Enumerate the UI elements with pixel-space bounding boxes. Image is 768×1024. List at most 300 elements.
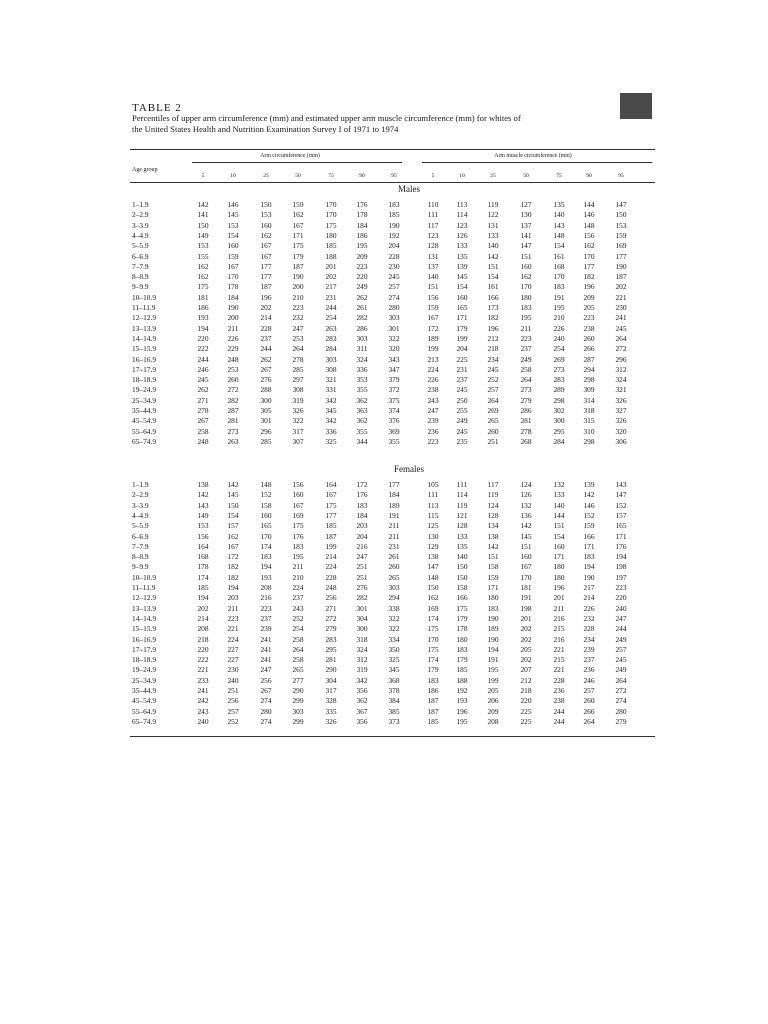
muscle-circumference-cell: 196 (553, 583, 565, 592)
muscle-circumference-cell: 195 (520, 313, 532, 323)
muscle-circumference-cell: 123 (456, 220, 468, 230)
arm-circumference-cell: 257 (388, 282, 400, 292)
arm-circumference-cell: 274 (260, 716, 272, 726)
arm-percentile-header: 90 (359, 173, 365, 179)
muscle-circumference-cell: 174 (427, 655, 439, 665)
arm-circumference-cell: 317 (325, 686, 337, 695)
arm-circumference-cell: 265 (292, 665, 304, 675)
arm-circumference-cell: 162 (227, 531, 239, 541)
arm-circumference-cell: 231 (388, 541, 400, 551)
arm-circumference-cell: 214 (260, 313, 272, 323)
table-row (130, 200, 655, 209)
muscle-circumference-cell: 147 (615, 490, 627, 500)
arm-circumference-cell: 305 (260, 406, 272, 415)
arm-circumference-cell: 226 (227, 333, 239, 343)
arm-circumference-cell: 211 (388, 521, 400, 531)
arm-circumference-cell: 282 (227, 395, 239, 405)
muscle-circumference-cell: 143 (615, 480, 627, 489)
table-row (130, 282, 655, 291)
arm-circumference-cell: 280 (388, 303, 400, 312)
arm-circumference-cell: 209 (356, 251, 368, 261)
arm-circumference-cell: 227 (227, 644, 239, 654)
arm-circumference-cell: 149 (197, 510, 209, 520)
muscle-circumference-cell: 205 (583, 303, 595, 312)
arm-circumference-cell: 169 (292, 510, 304, 520)
arm-circumference-cell: 263 (325, 323, 337, 333)
muscle-circumference-cell: 196 (583, 282, 595, 292)
muscle-circumference-cell: 231 (456, 364, 468, 374)
age-group-cell: 17–17.9 (132, 644, 157, 654)
arm-circumference-cell: 303 (356, 333, 368, 343)
muscle-circumference-cell: 220 (520, 696, 532, 706)
muscle-circumference-cell: 221 (553, 644, 565, 654)
table-row (130, 593, 655, 602)
arm-circumference-cell: 160 (227, 241, 239, 251)
muscle-circumference-cell: 257 (583, 686, 595, 695)
muscle-circumference-cell: 170 (583, 251, 595, 261)
muscle-circumference-cell: 151 (427, 282, 439, 292)
arm-circumference-cell: 145 (227, 490, 239, 500)
arm-circumference-cell: 160 (292, 490, 304, 500)
arm-circumference-cell: 145 (227, 210, 239, 220)
muscle-circumference-cell: 243 (427, 395, 439, 405)
muscle-circumference-cell: 190 (487, 634, 499, 644)
females-title: Females (394, 464, 424, 474)
muscle-circumference-cell: 315 (583, 416, 595, 426)
arm-circumference-cell: 248 (197, 436, 209, 446)
arm-circumference-cell: 200 (292, 282, 304, 292)
muscle-circumference-cell: 180 (456, 634, 468, 644)
muscle-circumference-cell: 171 (615, 531, 627, 541)
muscle-circumference-cell: 247 (427, 406, 439, 415)
arm-circumference-cell: 175 (292, 241, 304, 251)
arm-circumference-cell: 233 (197, 675, 209, 685)
muscle-circumference-cell: 154 (553, 241, 565, 251)
arm-circumference-cell: 211 (227, 323, 239, 333)
arm-circumference-cell: 156 (292, 480, 304, 489)
arm-circumference-cell: 304 (356, 613, 368, 623)
muscle-circumference-cell: 280 (615, 706, 627, 716)
age-group-cell: 65–74.9 (132, 716, 157, 726)
arm-circumference-cell: 177 (260, 272, 272, 282)
age-group-cell: 4–4.9 (132, 230, 149, 240)
muscle-circumference-cell: 130 (427, 531, 439, 541)
muscle-circumference-cell: 247 (615, 613, 627, 623)
muscle-circumference-cell: 144 (583, 200, 595, 209)
arm-circumference-cell: 230 (388, 261, 400, 271)
arm-circumference-cell: 200 (227, 313, 239, 323)
muscle-circumference-cell: 202 (520, 634, 532, 644)
muscle-circumference-cell: 235 (456, 436, 468, 446)
muscle-circumference-cell: 206 (487, 696, 499, 706)
muscle-circumference-cell: 228 (553, 675, 565, 685)
arm-circumference-cell: 203 (356, 521, 368, 531)
muscle-circumference-cell: 128 (456, 521, 468, 531)
arm-circumference-cell: 262 (197, 385, 209, 395)
arm-circumference-cell: 355 (356, 426, 368, 436)
muscle-circumference-cell: 123 (427, 230, 439, 240)
muscle-circumference-cell: 146 (583, 500, 595, 510)
muscle-circumference-cell: 151 (520, 541, 532, 551)
table-row (130, 552, 655, 561)
muscle-circumference-cell: 273 (520, 385, 532, 395)
arm-circumference-cell: 221 (227, 624, 239, 634)
arm-circumference-cell: 202 (325, 272, 337, 282)
arm-circumference-cell: 193 (260, 572, 272, 582)
arm-circumference-cell: 244 (325, 303, 337, 312)
arm-circumference-cell: 264 (292, 344, 304, 354)
arm-circumference-cell: 324 (356, 644, 368, 654)
arm-circumference-cell: 202 (260, 303, 272, 312)
table-row (130, 583, 655, 592)
arm-circumference-cell: 141 (197, 210, 209, 220)
arm-circumference-cell: 285 (260, 436, 272, 446)
arm-circumference-cell: 372 (388, 385, 400, 395)
muscle-circumference-cell: 210 (553, 313, 565, 323)
arm-circumference-cell: 247 (356, 552, 368, 562)
arm-circumference-cell: 168 (197, 552, 209, 562)
age-group-cell: 17–17.9 (132, 364, 157, 374)
age-group-header: Age group (132, 167, 158, 173)
muscle-circumference-cell: 147 (520, 241, 532, 251)
arm-circumference-cell: 153 (197, 521, 209, 531)
muscle-circumference-cell: 244 (553, 716, 565, 726)
arm-circumference-cell: 170 (227, 272, 239, 282)
arm-circumference-cell: 231 (325, 292, 337, 302)
muscle-circumference-cell: 213 (427, 354, 439, 364)
muscle-circumference-cell: 154 (456, 282, 468, 292)
muscle-circumference-cell: 223 (615, 583, 627, 592)
arm-circumference-cell: 317 (292, 426, 304, 436)
arm-circumference-cell: 222 (197, 344, 209, 354)
muscle-circumference-cell: 162 (583, 241, 595, 251)
muscle-circumference-cell: 215 (553, 655, 565, 665)
arm-circumference-cell: 156 (197, 531, 209, 541)
arm-circumference-cell: 191 (388, 510, 400, 520)
muscle-circumference-cell: 237 (520, 344, 532, 354)
arm-circumference-cell: 369 (388, 426, 400, 436)
arm-percentile-header: 25 (263, 173, 269, 179)
arm-circumference-cell: 162 (197, 272, 209, 282)
arm-circumference-cell: 150 (197, 220, 209, 230)
arm-circumference-cell: 299 (292, 696, 304, 706)
muscle-circumference-cell: 234 (583, 634, 595, 644)
arm-circumference-cell: 290 (325, 665, 337, 675)
arm-circumference-cell: 228 (388, 251, 400, 261)
muscle-circumference-cell: 140 (456, 552, 468, 562)
table-row (130, 375, 655, 384)
arm-circumference-cell: 208 (197, 624, 209, 634)
muscle-circumference-cell: 279 (520, 395, 532, 405)
arm-circumference-cell: 322 (388, 333, 400, 343)
muscle-circumference-cell: 124 (520, 480, 532, 489)
muscle-circumference-cell: 226 (553, 323, 565, 333)
muscle-circumference-cell: 182 (487, 313, 499, 323)
muscle-circumference-cell: 205 (520, 644, 532, 654)
arm-circumference-cell: 214 (325, 552, 337, 562)
age-group-cell: 11–11.9 (132, 303, 156, 312)
age-group-cell: 16–16.9 (132, 354, 157, 364)
arm-circumference-cell: 261 (356, 303, 368, 312)
arm-circumference-cell: 299 (292, 716, 304, 726)
table-row (130, 645, 655, 654)
arm-circumference-cell: 322 (388, 613, 400, 623)
arm-circumference-cell: 267 (260, 364, 272, 374)
muscle-circumference-cell: 189 (427, 333, 439, 343)
muscle-circumference-cell: 269 (487, 406, 499, 415)
muscle-circumference-cell: 110 (427, 200, 439, 209)
muscle-circumference-cell: 264 (487, 395, 499, 405)
table-row (130, 293, 655, 302)
arm-circumference-cell: 190 (292, 272, 304, 282)
muscle-circumference-cell: 150 (427, 583, 439, 592)
arm-circumference-cell: 251 (227, 686, 239, 695)
arm-circumference-cell: 211 (388, 531, 400, 541)
muscle-circumference-cell: 126 (520, 490, 532, 500)
arm-circumference-cell: 258 (292, 634, 304, 644)
arm-circumference-cell: 155 (197, 251, 209, 261)
table-row (130, 521, 655, 530)
muscle-circumference-cell: 251 (487, 436, 499, 446)
arm-percentile-header: 95 (391, 173, 397, 179)
age-group-cell: 2–2.9 (132, 490, 149, 500)
muscle-circumference-cell: 130 (520, 210, 532, 220)
table-row (130, 624, 655, 633)
arm-circumference-cell: 142 (227, 480, 239, 489)
arm-circumference-cell: 194 (227, 583, 239, 592)
age-group-cell: 18–18.9 (132, 375, 157, 385)
arm-circumference-cell: 308 (325, 364, 337, 374)
muscle-circumference-cell: 199 (456, 333, 468, 343)
muscle-circumference-cell: 157 (615, 510, 627, 520)
muscle-circumference-cell: 255 (456, 406, 468, 415)
age-group-cell: 5–5.9 (132, 521, 149, 531)
males-title: Males (398, 184, 420, 194)
age-group-cell: 7–7.9 (132, 261, 149, 271)
arm-circumference-cell: 342 (325, 395, 337, 405)
muscle-circumference-cell: 257 (487, 385, 499, 395)
arm-circumference-cell: 180 (325, 230, 337, 240)
muscle-circumference-cell: 175 (427, 624, 439, 634)
arm-circumference-cell: 164 (325, 480, 337, 489)
muscle-circumference-cell: 139 (456, 261, 468, 271)
muscle-circumference-cell: 171 (583, 541, 595, 551)
muscle-circumference-cell: 117 (427, 220, 439, 230)
arm-circumference-cell: 195 (356, 241, 368, 251)
muscle-circumference-cell: 124 (487, 500, 499, 510)
muscle-circumference-cell: 212 (487, 333, 499, 343)
muscle-circumference-cell: 140 (427, 272, 439, 282)
muscle-percentile-header: 10 (459, 173, 465, 179)
arm-circumference-cell: 181 (197, 292, 209, 302)
arm-circumference-cell: 188 (325, 251, 337, 261)
muscle-circumference-cell: 171 (553, 552, 565, 562)
arm-circumference-cell: 367 (356, 706, 368, 716)
age-group-cell: 15–15.9 (132, 624, 157, 634)
muscle-circumference-cell: 156 (427, 292, 439, 302)
muscle-circumference-cell: 150 (456, 572, 468, 582)
arm-circumference-cell: 170 (260, 531, 272, 541)
arm-circumference-cell: 177 (388, 480, 400, 489)
muscle-circumference-cell: 144 (553, 510, 565, 520)
arm-circumference-cell: 295 (325, 644, 337, 654)
arm-circumference-cell: 262 (260, 354, 272, 364)
muscle-circumference-cell: 140 (553, 500, 565, 510)
arm-circumference-cell: 167 (260, 251, 272, 261)
muscle-percentile-header: 25 (490, 173, 496, 179)
muscle-circumference-cell: 165 (615, 521, 627, 531)
arm-circumference-cell: 195 (292, 552, 304, 562)
muscle-circumference-cell: 141 (520, 230, 532, 240)
muscle-circumference-cell: 239 (583, 644, 595, 654)
arm-circumference-cell: 312 (356, 655, 368, 665)
muscle-circumference-cell: 215 (553, 624, 565, 634)
muscle-circumference-cell: 264 (583, 716, 595, 726)
arm-circumference-header: Arm circumference (mm) (260, 153, 320, 159)
arm-circumference-cell: 378 (388, 686, 400, 695)
table-row (130, 655, 655, 664)
arm-circumference-cell: 261 (388, 552, 400, 562)
muscle-circumference-cell: 246 (583, 675, 595, 685)
muscle-circumference-header: Arm muscle circumference (mm) (494, 153, 572, 159)
table-row (130, 562, 655, 571)
muscle-circumference-cell: 168 (553, 261, 565, 271)
muscle-circumference-cell: 302 (553, 406, 565, 415)
table-row (130, 241, 655, 250)
age-group-cell: 9–9.9 (132, 282, 149, 292)
arm-circumference-cell: 187 (260, 282, 272, 292)
muscle-circumference-cell: 202 (520, 655, 532, 665)
arm-circumference-cell: 222 (197, 655, 209, 665)
arm-circumference-cell: 208 (260, 583, 272, 592)
arm-circumference-cell: 277 (292, 675, 304, 685)
muscle-circumference-cell: 191 (553, 292, 565, 302)
muscle-circumference-cell: 191 (487, 655, 499, 665)
muscle-circumference-cell: 234 (487, 354, 499, 364)
table-row (130, 573, 655, 582)
muscle-circumference-cell: 189 (487, 624, 499, 634)
muscle-circumference-cell: 192 (456, 686, 468, 695)
table-caption: Percentiles of upper arm circumference (mm) and estimated upper arm muscle circumference (mm) for whites of the United States Health and Nutrition Examination Survey I of 1971 to 1974 (132, 113, 521, 134)
arm-circumference-cell: 282 (356, 313, 368, 323)
arm-circumference-cell: 342 (356, 675, 368, 685)
muscle-circumference-cell: 183 (553, 282, 565, 292)
muscle-circumference-cell: 298 (583, 436, 595, 446)
table-row (130, 365, 655, 374)
muscle-circumference-cell: 286 (520, 406, 532, 415)
arm-circumference-cell: 286 (356, 323, 368, 333)
arm-circumference-cell: 249 (356, 282, 368, 292)
arm-circumference-cell: 182 (227, 572, 239, 582)
muscle-circumference-cell: 105 (427, 480, 439, 489)
muscle-circumference-cell: 188 (456, 675, 468, 685)
arm-circumference-cell: 220 (197, 333, 209, 343)
muscle-circumference-cell: 244 (615, 624, 627, 634)
arm-circumference-cell: 245 (197, 375, 209, 385)
muscle-circumference-cell: 181 (520, 583, 532, 592)
arm-circumference-cell: 326 (292, 406, 304, 415)
arm-circumference-cell: 178 (227, 282, 239, 292)
muscle-circumference-cell: 117 (487, 480, 499, 489)
arm-circumference-cell: 237 (260, 333, 272, 343)
muscle-circumference-cell: 169 (427, 603, 439, 613)
muscle-circumference-cell: 225 (456, 354, 468, 364)
arm-circumference-cell: 224 (292, 583, 304, 592)
muscle-circumference-cell: 174 (427, 613, 439, 623)
arm-circumference-cell: 362 (356, 395, 368, 405)
muscle-circumference-cell: 140 (553, 210, 565, 220)
age-group-cell: 9–9.9 (132, 562, 149, 572)
arm-circumference-cell: 183 (260, 552, 272, 562)
muscle-circumference-cell: 114 (456, 210, 468, 220)
arm-circumference-cell: 154 (227, 230, 239, 240)
arm-circumference-cell: 162 (260, 230, 272, 240)
muscle-circumference-cell: 159 (427, 303, 439, 312)
arm-circumference-cell: 186 (356, 230, 368, 240)
muscle-circumference-cell: 193 (456, 696, 468, 706)
muscle-circumference-cell: 165 (456, 303, 468, 312)
arm-circumference-cell: 336 (356, 364, 368, 374)
arm-circumference-cell: 194 (197, 593, 209, 603)
arm-circumference-cell: 146 (227, 200, 239, 209)
arm-circumference-cell: 267 (260, 686, 272, 695)
muscle-circumference-cell: 327 (615, 406, 627, 415)
muscle-circumference-cell: 186 (427, 686, 439, 695)
muscle-circumference-cell: 122 (487, 210, 499, 220)
muscle-circumference-cell: 170 (520, 572, 532, 582)
arm-circumference-cell: 194 (260, 562, 272, 572)
arm-circumference-cell: 167 (260, 241, 272, 251)
arm-circumference-cell: 296 (260, 426, 272, 436)
age-group-cell: 5–5.9 (132, 241, 149, 251)
muscle-circumference-cell: 278 (520, 426, 532, 436)
muscle-circumference-cell: 167 (520, 562, 532, 572)
muscle-circumference-cell: 151 (487, 552, 499, 562)
arm-circumference-cell: 324 (356, 354, 368, 364)
arm-circumference-cell: 186 (197, 303, 209, 312)
arm-circumference-cell: 159 (292, 200, 304, 209)
muscle-circumference-cell: 160 (553, 541, 565, 551)
muscle-circumference-cell: 135 (456, 541, 468, 551)
arm-circumference-cell: 150 (227, 500, 239, 510)
arm-circumference-cell: 252 (292, 613, 304, 623)
arm-circumference-cell: 165 (260, 521, 272, 531)
table-row (130, 707, 655, 716)
table-row (130, 210, 655, 219)
arm-circumference-cell: 362 (356, 696, 368, 706)
arm-circumference-cell: 153 (260, 210, 272, 220)
arm-circumference-cell: 262 (356, 292, 368, 302)
arm-circumference-cell: 210 (292, 292, 304, 302)
muscle-circumference-cell: 169 (615, 241, 627, 251)
age-group-cell: 25–34.9 (132, 395, 157, 405)
arm-circumference-cell: 273 (227, 426, 239, 436)
arm-percentile-header: 10 (230, 173, 236, 179)
muscle-circumference-cell: 208 (487, 716, 499, 726)
age-group-cell: 12–12.9 (132, 593, 157, 603)
arm-circumference-cell: 258 (292, 655, 304, 665)
arm-circumference-cell: 281 (227, 416, 239, 426)
muscle-circumference-cell: 224 (427, 364, 439, 374)
muscle-circumference-cell: 143 (553, 220, 565, 230)
arm-circumference-cell: 320 (388, 344, 400, 354)
muscle-circumference-cell: 260 (583, 333, 595, 343)
muscle-circumference-cell: 232 (583, 613, 595, 623)
arm-circumference-cell: 242 (197, 696, 209, 706)
muscle-circumference-cell: 214 (583, 593, 595, 603)
muscle-circumference-cell: 237 (583, 655, 595, 665)
muscle-circumference-cell: 113 (456, 200, 468, 209)
